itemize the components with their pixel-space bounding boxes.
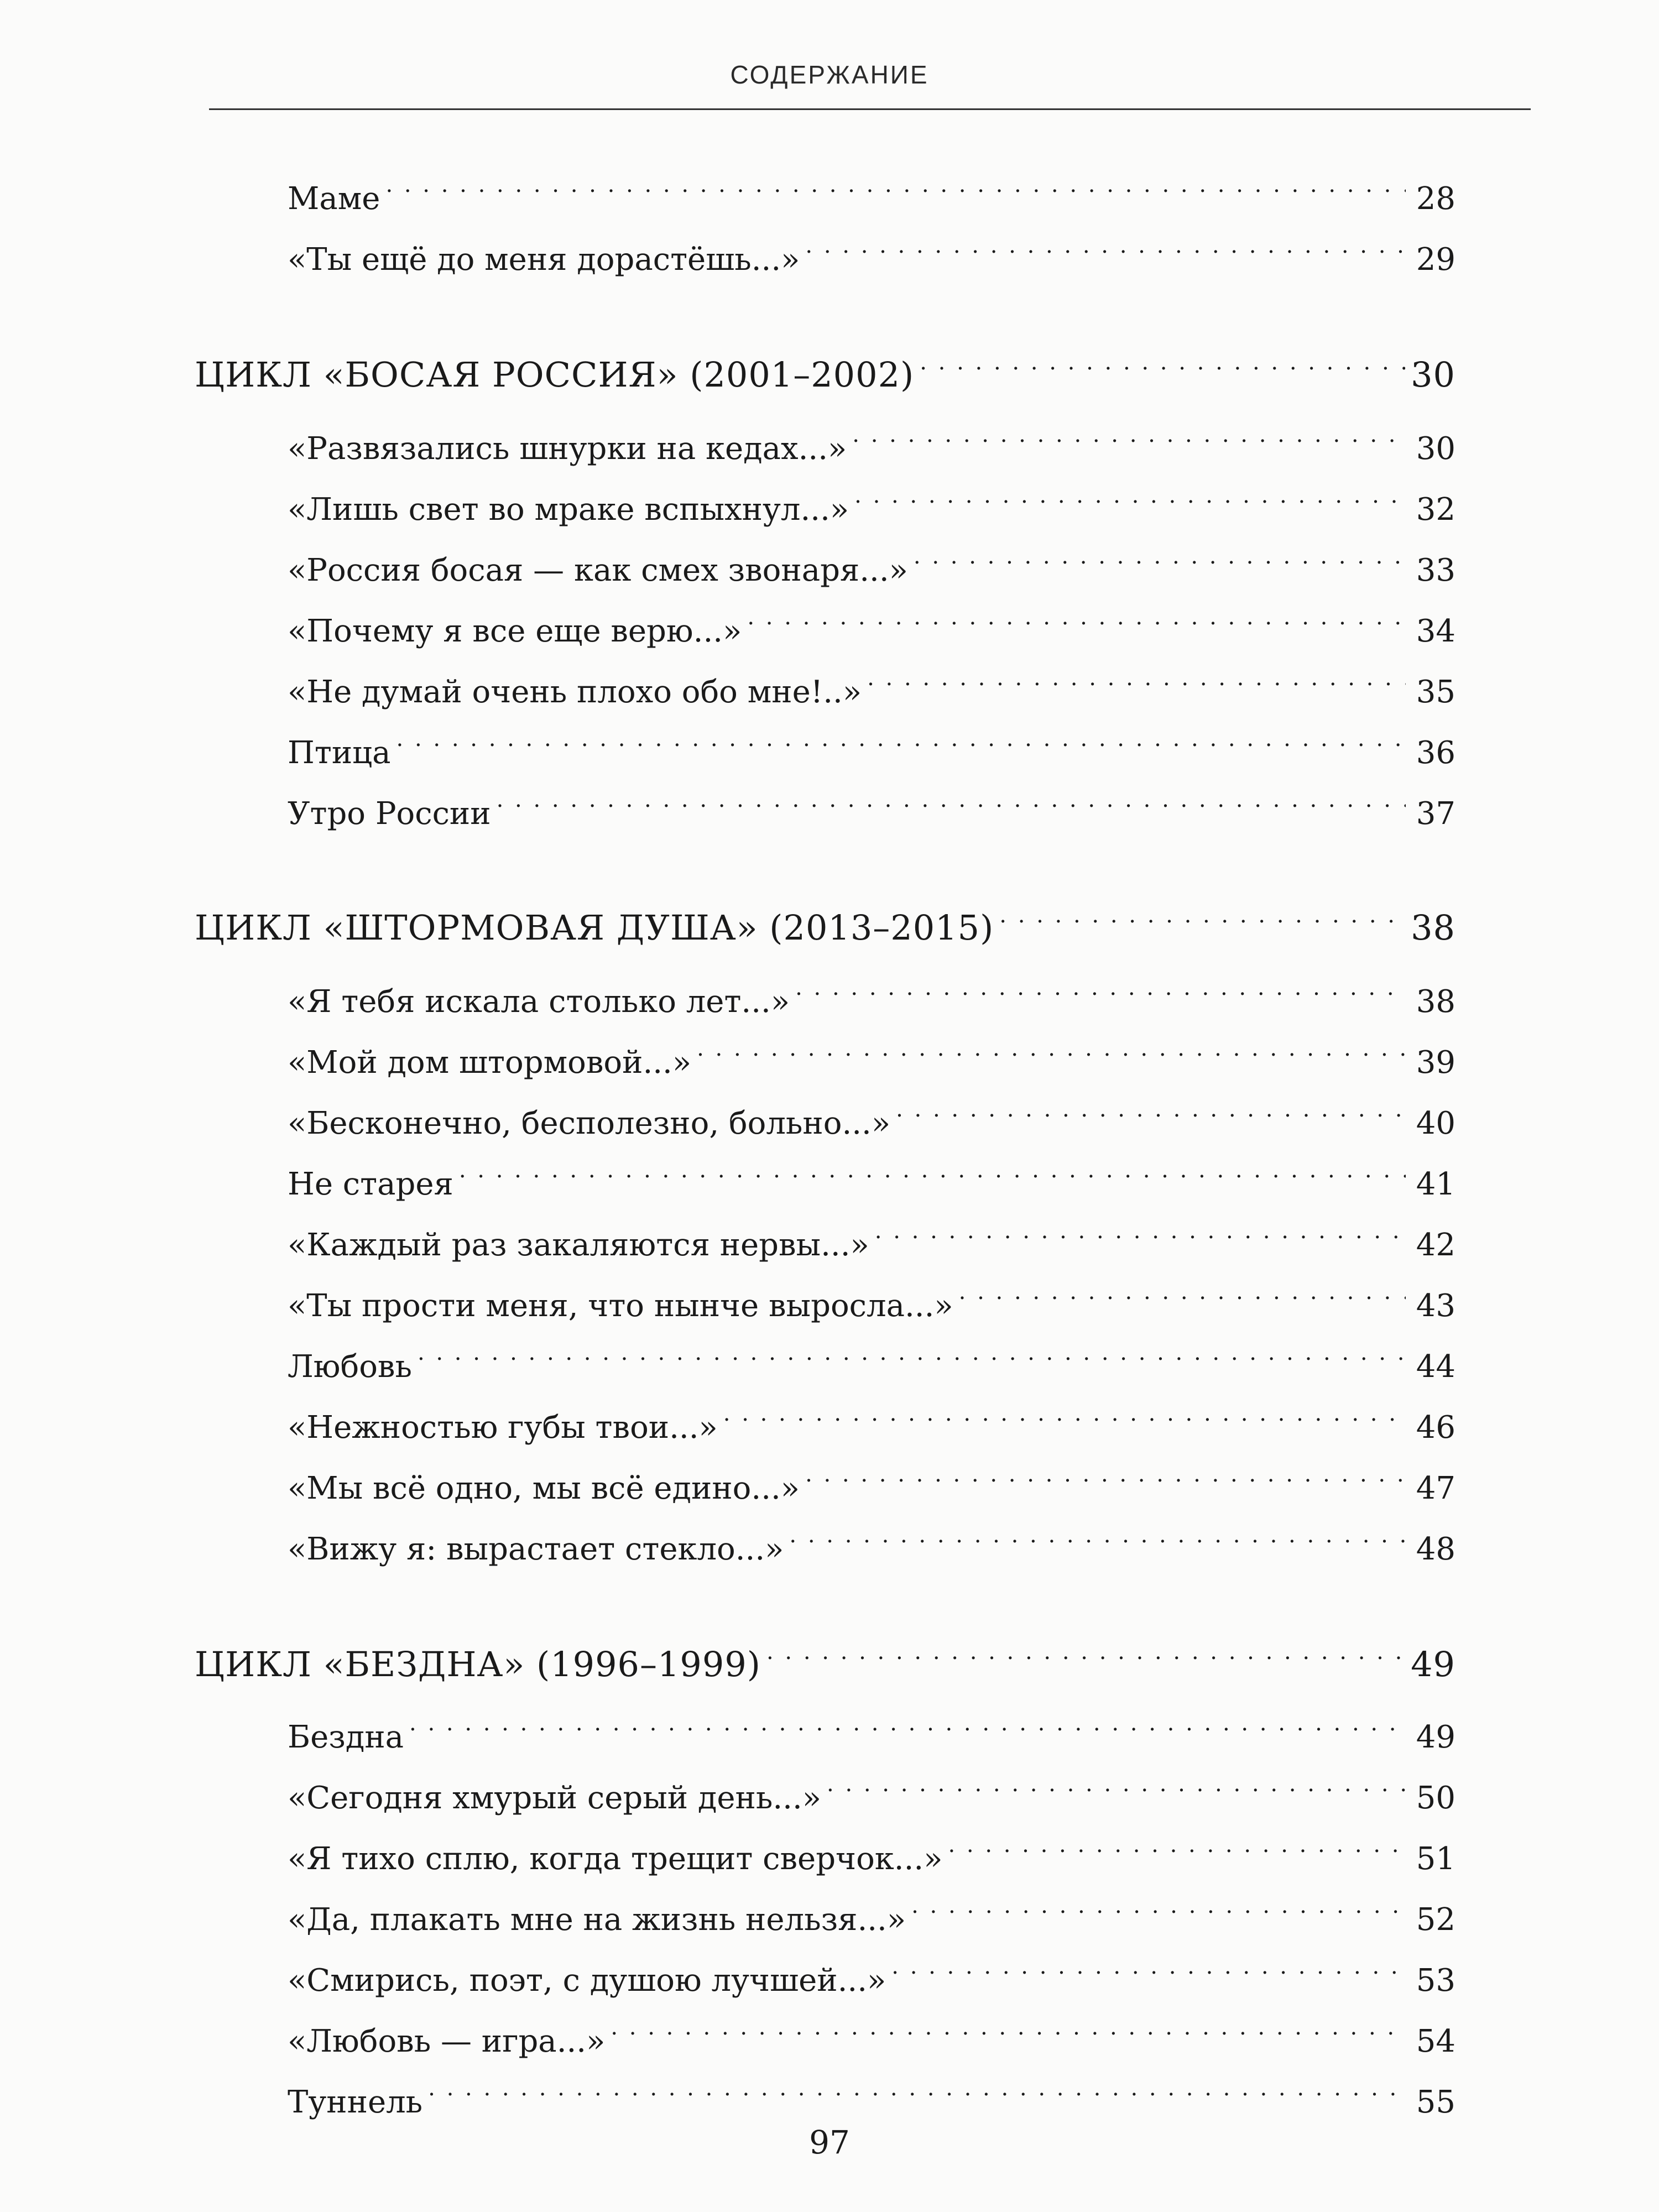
- toc-entry-page: 39: [1416, 1045, 1455, 1081]
- dot-leader: [914, 547, 1406, 581]
- toc-entry-title: «Мы всё одно, мы всё едино...»: [288, 1470, 800, 1506]
- dot-leader: [697, 1040, 1406, 1073]
- dot-leader: [428, 2079, 1406, 2112]
- toc-entry-title: ЦИКЛ «БЕЗДНА» (1996–1999): [195, 1644, 761, 1684]
- toc-entry: [288, 979, 1455, 1023]
- toc-entry: [288, 1222, 1455, 1266]
- toc-entry: [288, 1836, 1455, 1880]
- dot-leader: [896, 1100, 1406, 1134]
- toc-entry: [288, 1040, 1455, 1084]
- toc-entry-page: 55: [1416, 2084, 1455, 2120]
- toc-entry-page: 38: [1416, 984, 1455, 1020]
- toc-section-heading: [195, 353, 1455, 397]
- dot-leader: [959, 1283, 1406, 1316]
- dot-leader: [789, 1526, 1406, 1559]
- dot-leader: [459, 1161, 1406, 1194]
- dot-leader: [418, 1344, 1406, 1377]
- toc-entry-page: 49: [1411, 1644, 1455, 1684]
- dot-leader: [723, 1405, 1406, 1438]
- toc-section-heading: [195, 1642, 1455, 1687]
- toc-entry-title: «Я тихо сплю, когда трещит сверчок...»: [288, 1841, 943, 1877]
- toc-entry-page: 46: [1416, 1410, 1455, 1446]
- toc-entry-page: 36: [1416, 735, 1455, 771]
- toc-entry-title: Бездна: [288, 1719, 404, 1755]
- dot-leader: [409, 1714, 1406, 1747]
- toc-entry-title: «Мой дом штормовой...»: [288, 1045, 692, 1081]
- toc-entry-page: 44: [1416, 1349, 1455, 1385]
- toc-entry-title: Не старея: [288, 1166, 453, 1202]
- toc-entry: [288, 669, 1455, 713]
- toc-entry-title: «Нежностью губы твои...»: [288, 1410, 718, 1446]
- toc-entry-page: 40: [1416, 1105, 1455, 1141]
- toc-entry-title: Птица: [288, 735, 391, 771]
- toc-entry-page: 28: [1416, 181, 1455, 217]
- toc-entry-title: Туннель: [288, 2084, 423, 2120]
- toc-entry-title: ЦИКЛ «БОСАЯ РОССИЯ» (2001–2002): [195, 354, 915, 395]
- toc-entry: [288, 2079, 1455, 2124]
- dot-leader: [827, 1775, 1406, 1808]
- toc-entry: [288, 1100, 1455, 1145]
- toc-entry-title: «Каждый раз закаляются нервы...»: [288, 1227, 869, 1263]
- toc-entry: [288, 547, 1455, 592]
- toc-section-heading: [195, 906, 1455, 950]
- toc-entry-page: 35: [1416, 674, 1455, 710]
- toc-entry: [288, 1161, 1455, 1206]
- dot-leader: [852, 426, 1406, 459]
- toc-entry-page: 30: [1416, 431, 1455, 467]
- toc-entry: [288, 1958, 1455, 2002]
- dot-leader: [911, 1897, 1406, 1930]
- toc-entry: [288, 1405, 1455, 1449]
- toc-entry-title: «Вижу я: вырастает стекло...»: [288, 1531, 784, 1567]
- toc-entry-page: 33: [1416, 552, 1455, 588]
- toc-entry-title: «Лишь свет во мраке вспыхнул...»: [288, 492, 849, 528]
- dot-leader: [497, 791, 1406, 824]
- toc-entry-title: «Ты ещё до меня дорастёшь...»: [288, 242, 800, 278]
- toc-entry-title: «Смирись, поэт, с душою лучшей...»: [288, 1963, 886, 1999]
- toc-entry: [288, 1526, 1455, 1571]
- toc-entry: [288, 426, 1455, 470]
- dot-leader: [920, 353, 1405, 387]
- dot-leader: [795, 979, 1406, 1012]
- toc-entry-page: 41: [1416, 1166, 1455, 1202]
- page-number: 97: [809, 2124, 850, 2161]
- dot-leader: [875, 1222, 1406, 1255]
- toc-entry-page: 48: [1416, 1531, 1455, 1567]
- dot-leader: [854, 487, 1406, 520]
- toc-entry-title: «Развязались шнурки на кедах...»: [288, 431, 847, 467]
- dot-leader: [805, 1465, 1406, 1499]
- dot-leader: [999, 906, 1405, 940]
- toc-entry-title: Утро России: [288, 796, 491, 832]
- toc-entry-page: 52: [1416, 1902, 1455, 1938]
- toc-entry-title: «Не думай очень плохо обо мне!..»: [288, 674, 862, 710]
- dot-leader: [397, 730, 1406, 763]
- toc-entry-page: 49: [1416, 1719, 1455, 1755]
- toc-entry-page: 43: [1416, 1288, 1455, 1324]
- toc-entry-page: 29: [1416, 242, 1455, 278]
- toc-entry-page: 42: [1416, 1227, 1455, 1263]
- toc-entry-title: «Я тебя искала столько лет...»: [288, 984, 790, 1020]
- toc-entry: [288, 1714, 1455, 1759]
- running-head: СОДЕРЖАНИЕ: [730, 60, 929, 89]
- toc-entry: [288, 791, 1455, 835]
- dot-leader: [867, 669, 1406, 702]
- toc-entry: [288, 1897, 1455, 1941]
- toc-entry-title: «Сегодня хмурый серый день...»: [288, 1780, 822, 1816]
- toc-entry-page: 53: [1416, 1963, 1455, 1999]
- dot-leader: [747, 608, 1406, 641]
- toc-entry-title: «Любовь — игра...»: [288, 2023, 606, 2059]
- toc-entry-page: 54: [1416, 2023, 1455, 2059]
- dot-leader: [766, 1643, 1405, 1676]
- toc-entry: [288, 1283, 1455, 1327]
- toc-entry-title: Маме: [288, 181, 380, 217]
- toc-entry-page: 34: [1416, 613, 1455, 649]
- toc-entry-page: 50: [1416, 1780, 1455, 1816]
- toc-entry-page: 30: [1411, 354, 1455, 395]
- toc-entry: [288, 1344, 1455, 1388]
- dot-leader: [611, 2018, 1406, 2052]
- toc-entry-title: Любовь: [288, 1349, 412, 1385]
- toc-entry: [288, 176, 1455, 220]
- toc-entry: [288, 608, 1455, 653]
- toc-entry: [288, 2018, 1455, 2063]
- toc-entry: [288, 237, 1455, 281]
- toc-entry: [288, 1465, 1455, 1510]
- dot-leader: [891, 1958, 1406, 1991]
- dot-leader: [805, 237, 1406, 270]
- toc-entry-title: «Да, плакать мне на жизнь нельзя...»: [288, 1902, 906, 1938]
- dot-leader: [385, 176, 1406, 209]
- toc-entry-title: ЦИКЛ «ШТОРМОВАЯ ДУША» (2013–2015): [195, 907, 994, 948]
- toc-entry: [288, 730, 1455, 774]
- toc-entry-title: «Бесконечно, бесполезно, больно...»: [288, 1105, 891, 1141]
- toc-entry: [288, 487, 1455, 531]
- toc-entry: [288, 1775, 1455, 1819]
- toc-entry-page: 37: [1416, 796, 1455, 832]
- toc-entry-title: «Россия босая — как смех звонаря...»: [288, 552, 908, 588]
- dot-leader: [948, 1836, 1406, 1869]
- toc-entry-page: 47: [1416, 1470, 1455, 1506]
- toc-entry-title: «Почему я все еще верю...»: [288, 613, 742, 649]
- toc-entry-page: 38: [1411, 907, 1455, 948]
- toc-entry-page: 51: [1416, 1841, 1455, 1877]
- toc-entry-page: 32: [1416, 492, 1455, 528]
- toc-entry-title: «Ты прости меня, что нынче выросла...»: [288, 1288, 953, 1324]
